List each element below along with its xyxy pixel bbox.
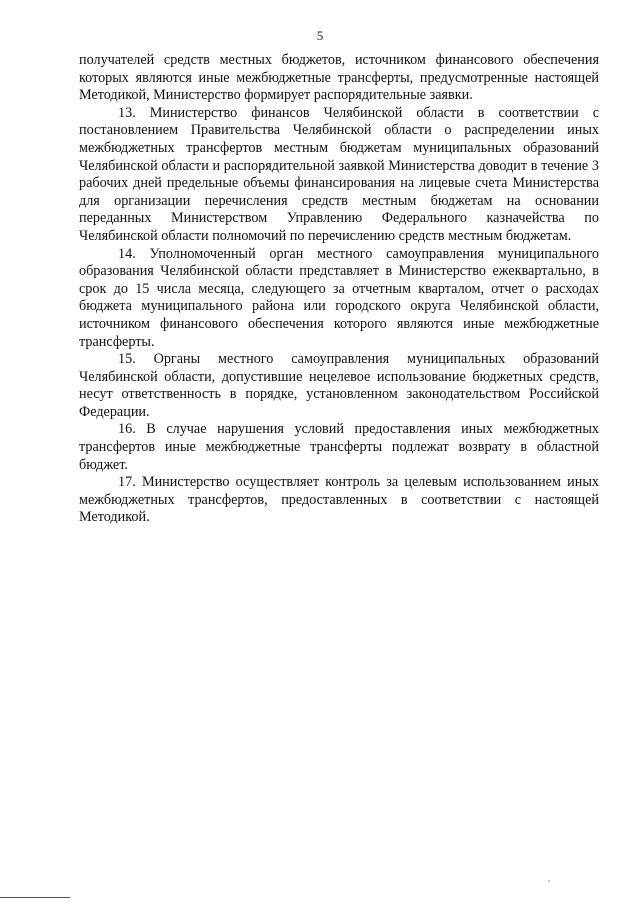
- paragraph-15: 15. Органы местного самоуправления муниципальных образований Челябинской области, допустившие нецелевое использование бюджетных средств, несут ответственность в порядке, установленном законодательством Российской Федерации.: [79, 351, 599, 420]
- footer-rule: [0, 897, 70, 898]
- paragraph-13: 13. Министерство финансов Челябинской области в соответствии с постановлением Правительства Челябинской области о распределении иных межбюджетных трансфертов местным бюджетам муниципальных образований Челябинской области и распорядительной заявкой Министерства доводит в течение 3 рабочих дней предельные объемы финансирования на лицевые счета Министерства для организации перечисления средств местным бюджетам на основании переданных Министерством Управлению Федерального казначейства по Челябинской области полномочий по перечислению средств местным бюджетам.: [79, 104, 599, 244]
- paragraph-17: 17. Министерство осуществляет контроль за целевым использованием иных межбюджетных трансфертов, предоставленных в соответствии с настоящей Методикой.: [79, 474, 599, 526]
- page-number: 5: [316, 28, 324, 43]
- paragraph-continuation: получателей средств местных бюджетов, источником финансового обеспечения которых являются иные межбюджетные трансферты, предусмотренные настоящей Методикой, Министерство формирует распорядительные заявки.: [79, 52, 599, 104]
- document-body: [79, 52, 599, 527]
- paragraph-16: 16. В случае нарушения условий предоставления иных межбюджетных трансфертов иные межбюджетные трансферты подлежат возврату в областной бюджет.: [79, 421, 599, 473]
- paragraph-14: 14. Уполномоченный орган местного самоуправления муниципального образования Челябинской области представляет в Министерство ежеквартально, в срок до 15 числа месяца, следующего за отчетным кварталом, отчет о расходах бюджета муниципального района или городского округа Челябинской области, источником финансового обеспечения которого являются иные межбюджетные трансферты.: [79, 245, 599, 350]
- scan-artifact: [548, 880, 550, 882]
